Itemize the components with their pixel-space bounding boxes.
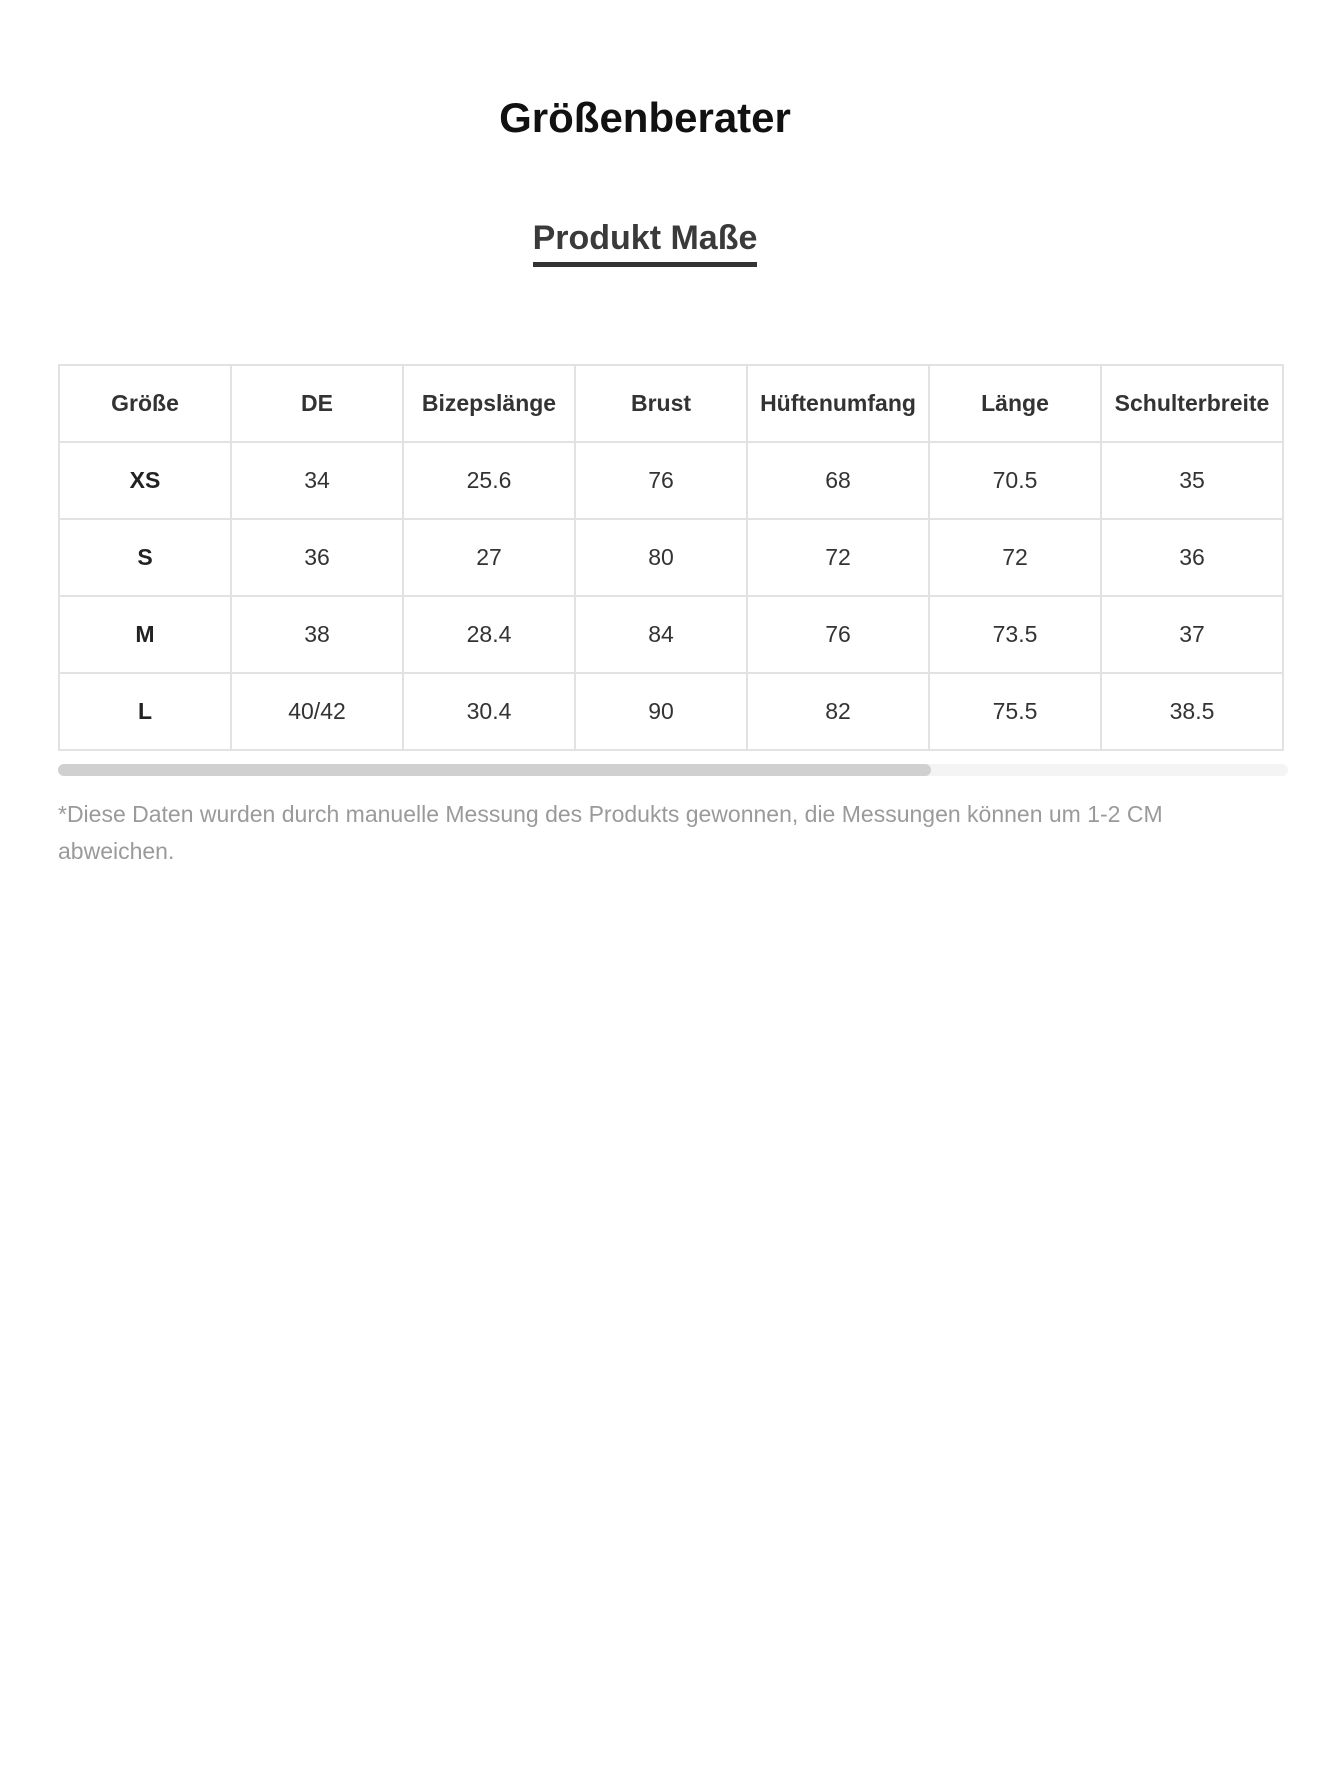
table-cell: 70.5 — [929, 442, 1101, 519]
column-header-length: Länge — [929, 365, 1101, 442]
table-cell: 40/42 — [231, 673, 403, 750]
column-header-size: Größe — [59, 365, 231, 442]
table-cell: 27 — [403, 519, 575, 596]
table-cell: 37 — [1101, 596, 1283, 673]
table-cell-size: XS — [59, 442, 231, 519]
table-row — [59, 519, 1283, 596]
table-cell-size: M — [59, 596, 231, 673]
table-cell: 28.4 — [403, 596, 575, 673]
section-title: Produkt Maße — [533, 216, 758, 267]
table-cell: 30.4 — [403, 673, 575, 750]
table-cell: 84 — [575, 596, 747, 673]
table-row — [59, 673, 1283, 750]
measurement-footnote: *Diese Daten wurden durch manuelle Messung des Produkts gewonnen, die Messungen können um 1-2 CM abweichen. — [58, 801, 1163, 864]
table-cell: 75.5 — [929, 673, 1101, 750]
table-cell: 25.6 — [403, 442, 575, 519]
page-title: Größenberater — [499, 94, 791, 141]
size-table — [58, 364, 1284, 751]
table-cell: 72 — [747, 519, 929, 596]
column-header-chest: Brust — [575, 365, 747, 442]
table-cell-size: L — [59, 673, 231, 750]
table-cell: 72 — [929, 519, 1101, 596]
table-cell: 34 — [231, 442, 403, 519]
size-table-scroll-container[interactable] — [58, 364, 1288, 778]
table-cell: 36 — [231, 519, 403, 596]
column-header-shoulder-width: Schulterbreite — [1101, 365, 1283, 442]
table-header-row — [59, 365, 1283, 442]
table-cell: 90 — [575, 673, 747, 750]
horizontal-scrollbar[interactable] — [58, 764, 1288, 776]
table-cell: 36 — [1101, 519, 1283, 596]
table-cell: 35 — [1101, 442, 1283, 519]
table-cell: 38.5 — [1101, 673, 1283, 750]
section-title-container — [0, 216, 1290, 267]
table-cell: 68 — [747, 442, 929, 519]
table-cell: 82 — [747, 673, 929, 750]
table-cell: 38 — [231, 596, 403, 673]
scrollbar-thumb[interactable] — [58, 764, 931, 776]
column-header-de: DE — [231, 365, 403, 442]
column-header-biceps-length: Bizepslänge — [403, 365, 575, 442]
column-header-hip: Hüftenumfang — [747, 365, 929, 442]
table-cell: 76 — [575, 442, 747, 519]
table-cell: 76 — [747, 596, 929, 673]
table-cell: 80 — [575, 519, 747, 596]
table-cell-size: S — [59, 519, 231, 596]
table-row — [59, 442, 1283, 519]
table-row — [59, 596, 1283, 673]
table-cell: 73.5 — [929, 596, 1101, 673]
